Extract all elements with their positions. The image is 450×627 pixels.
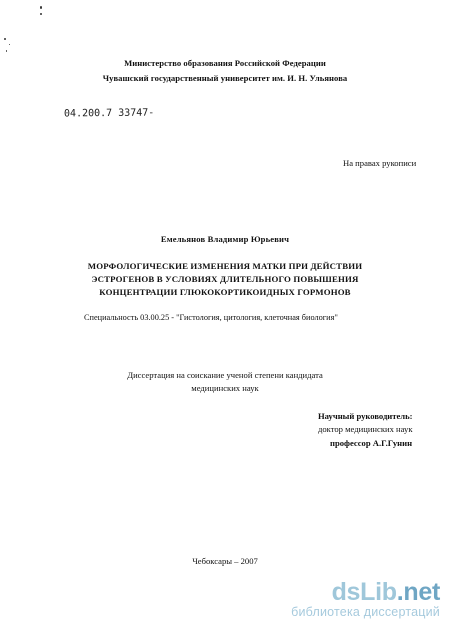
dslib-tagline: библиотека диссертаций <box>291 605 440 619</box>
manuscript-note: На правах рукописи <box>343 158 417 168</box>
dslib-logo-tld: .net <box>396 578 440 606</box>
scan-speck <box>6 50 7 52</box>
dslib-watermark <box>291 579 440 619</box>
scan-speck <box>40 6 42 9</box>
author-name: Емельянов Владимир Юрьевич <box>160 234 290 244</box>
library-stamp-number: 04.200.7 33747- <box>63 107 155 120</box>
university-header: Чувашский государственный университет им. И. Н. Ульянова <box>102 73 348 83</box>
thesis-title-line-2: ЭСТРОГЕНОВ В УСЛОВИЯХ ДЛИТЕЛЬНОГО ПОВЫШЕНИЯ <box>91 274 359 284</box>
thesis-title-line-3: КОНЦЕНТРАЦИИ ГЛЮКОКОРТИКОИДНЫХ ГОРМОНОВ <box>99 287 351 297</box>
dslib-logo-main: dsLib <box>331 578 397 606</box>
dslib-logo <box>291 579 440 605</box>
dissertation-line-1: Диссертация на соискание ученой степени кандидата <box>127 370 323 380</box>
dissertation-line-2: медицинских наук <box>191 383 259 393</box>
supervisor-name: профессор А.Г.Гунин <box>330 438 413 448</box>
scan-speck <box>4 38 6 40</box>
ministry-header: Министерство образования Российской Федерации <box>124 58 326 68</box>
city-year: Чебоксары – 2007 <box>192 556 258 566</box>
supervisor-degree: доктор медицинских наук <box>318 424 413 434</box>
scan-speck <box>40 13 42 15</box>
supervisor-heading: Научный руководитель: <box>318 411 413 421</box>
scan-speck <box>9 44 10 45</box>
specialty-line: Специальность 03.00.25 - "Гистология, цитология, клеточная биология" <box>84 313 338 322</box>
thesis-title-line-1: МОРФОЛОГИЧЕСКИЕ ИЗМЕНЕНИЯ МАТКИ ПРИ ДЕЙСТВИИ <box>87 261 363 271</box>
